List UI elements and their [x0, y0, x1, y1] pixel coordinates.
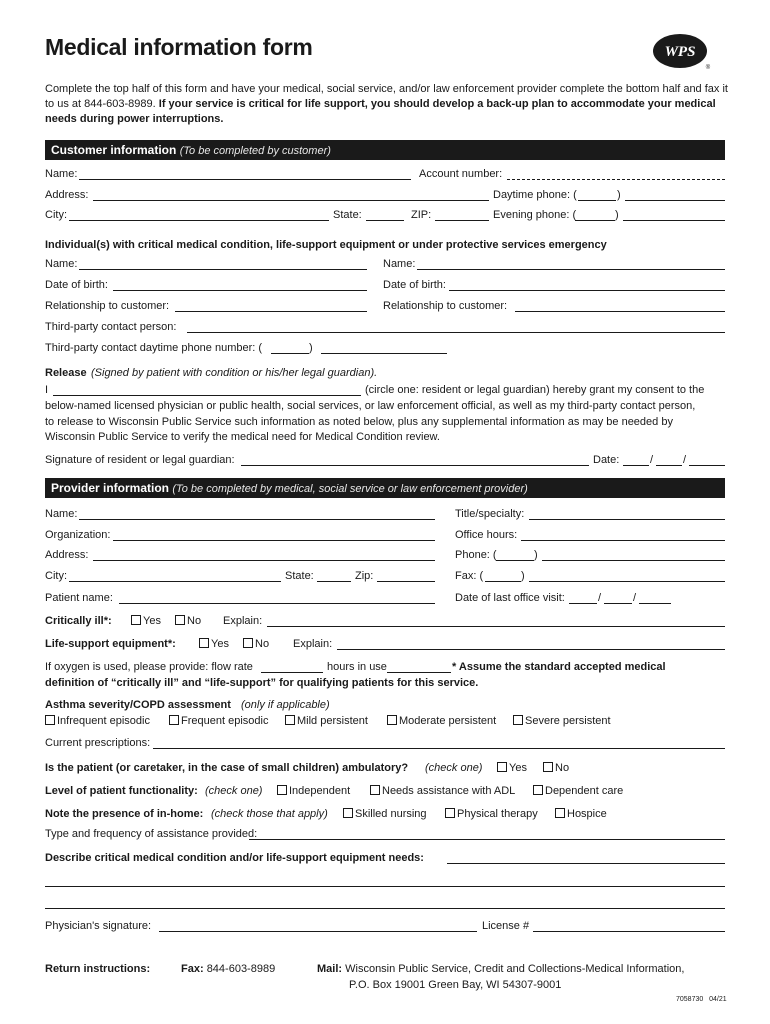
- provider-fax-field[interactable]: [529, 581, 725, 582]
- checkbox-icon[interactable]: [543, 762, 553, 772]
- checkbox-icon[interactable]: [513, 715, 523, 725]
- in-home-option-nursing[interactable]: Skilled nursing: [343, 806, 427, 822]
- customer-city-label: City:: [45, 209, 67, 221]
- individual-1-relationship-field[interactable]: [175, 311, 367, 312]
- provider-row-patient: Patient name: Date of last office visit: / /: [45, 590, 725, 606]
- functionality-option-independent[interactable]: Independent: [277, 783, 350, 799]
- physician-signature-row: [45, 918, 725, 934]
- describe-row: [45, 850, 725, 866]
- checkbox-icon[interactable]: [387, 715, 397, 725]
- office-hours-label: Office hours:: [455, 529, 518, 541]
- critically-ill-label: Critically ill*:: [45, 615, 112, 627]
- life-support-no-option[interactable]: No: [243, 636, 269, 652]
- release-heading-row: [45, 365, 725, 381]
- customer-row-address: [45, 187, 725, 203]
- release-date-month-field[interactable]: [623, 465, 649, 466]
- daytime-phone-field[interactable]: [625, 200, 725, 201]
- release-i: I: [45, 384, 49, 396]
- third-party-phone-area-field[interactable]: [271, 353, 309, 354]
- physician-signature-label: Physician's signature:: [45, 920, 152, 932]
- provider-name-field[interactable]: [79, 519, 435, 520]
- third-party-phone-close: ): [309, 342, 313, 354]
- checkbox-icon[interactable]: [169, 715, 179, 725]
- third-party-contact-label: Third-party contact person:: [45, 321, 177, 333]
- ambulatory-no-option[interactable]: No: [543, 760, 569, 776]
- provider-header-title: Provider information: [51, 481, 170, 495]
- describe-label: Describe critical medical condition and/or life-support equipment needs:: [45, 852, 424, 864]
- return-instructions-label: Return instructions:: [45, 963, 151, 975]
- page-title: Medical information form: [45, 34, 313, 60]
- provider-phone-area-field[interactable]: [496, 560, 534, 561]
- life-support-row: [45, 636, 725, 652]
- return-mail-row-2: [45, 977, 725, 993]
- provider-address-label: Address:: [45, 549, 89, 561]
- patient-name-label: Patient name:: [45, 592, 113, 604]
- critically-ill-explain-field[interactable]: [267, 626, 725, 627]
- critically-ill-row: [45, 613, 725, 629]
- provider-fax-label: Fax: (: [455, 570, 484, 582]
- assistance-field[interactable]: [249, 839, 725, 840]
- intro-text: [45, 82, 730, 127]
- individual-2-relationship-field[interactable]: [515, 311, 725, 312]
- life-support-label: Life-support equipment*:: [45, 638, 176, 650]
- provider-city-label: City:: [45, 570, 67, 582]
- describe-field-line-2[interactable]: [45, 886, 725, 887]
- asthma-heading: Asthma severity/COPD assessment: [45, 699, 231, 711]
- third-party-row: [45, 319, 725, 335]
- physician-signature-field[interactable]: [159, 931, 477, 932]
- provider-fax-close: ): [521, 570, 525, 582]
- third-party-phone-field[interactable]: [321, 353, 447, 354]
- provider-phone-label: Phone: (: [455, 549, 497, 561]
- individual-1-dob-field[interactable]: [113, 290, 367, 291]
- provider-phone-close: ): [534, 549, 538, 561]
- customer-zip-field[interactable]: [435, 220, 489, 221]
- provider-section-header: [45, 478, 725, 498]
- release-date-year-field[interactable]: [689, 465, 725, 466]
- release-note: (Signed by patient with condition or his/her legal guardian).: [91, 367, 378, 379]
- provider-header-note: (To be completed by medical, social service or law enforcement provider): [172, 483, 528, 495]
- provider-name-label: Name:: [45, 508, 78, 520]
- prescriptions-field[interactable]: [153, 748, 725, 749]
- ambulatory-question: Is the patient (or caretaker, in the case of small children) ambulatory?: [45, 762, 409, 774]
- customer-name-label: Name:: [45, 168, 78, 180]
- describe-row-3: [45, 895, 725, 911]
- checkbox-icon[interactable]: [555, 808, 565, 818]
- oxygen-definition-text: definition of “critically ill” and “life-support” for qualifying patients for this service.: [45, 677, 479, 689]
- daytime-phone-label: Daytime phone: (: [493, 189, 577, 201]
- individual-1-relationship-label: Relationship to customer:: [45, 300, 170, 312]
- checkbox-icon[interactable]: [199, 638, 209, 648]
- release-date-label: Date:: [593, 454, 620, 466]
- checkbox-icon[interactable]: [285, 715, 295, 725]
- individual-row-relationship: [45, 298, 725, 314]
- release-text-2: below-named licensed physician or public health, social services, or law enforcement official, as well as my third-party contact person,: [45, 400, 696, 412]
- in-home-row: [45, 806, 725, 822]
- evening-phone-field[interactable]: [623, 220, 725, 221]
- individual-1-name-label: Name:: [45, 258, 78, 270]
- ambulatory-check-one: (check one): [425, 762, 483, 774]
- individual-2-name-field[interactable]: [417, 269, 725, 270]
- provider-zip-label: Zip:: [355, 570, 374, 582]
- asthma-note: (only if applicable): [241, 699, 330, 711]
- patient-name-field[interactable]: [119, 603, 435, 604]
- in-home-option-hospice[interactable]: Hospice: [555, 806, 607, 822]
- checkbox-icon[interactable]: [45, 715, 55, 725]
- individual-1-dob-label: Date of birth:: [45, 279, 108, 291]
- oxygen-flow-field[interactable]: [261, 672, 323, 673]
- customer-zip-label: ZIP:: [411, 209, 432, 221]
- customer-row-name: [45, 166, 725, 182]
- evening-phone-area-field[interactable]: [575, 220, 615, 221]
- intro-bold: If your service is critical for life support, you should develop a back-up plan to accommodate your medical needs during power interruptions.: [45, 98, 716, 125]
- release-name-field[interactable]: [53, 395, 361, 396]
- release-text-4: Wisconsin Public Service to verify the medical need for Medical Condition review.: [45, 431, 440, 443]
- in-home-label: Note the presence of in-home:: [45, 808, 204, 820]
- oxygen-row: [45, 659, 725, 675]
- assistance-label: Type and frequency of assistance provided:: [45, 828, 258, 840]
- license-field[interactable]: [533, 931, 725, 932]
- wps-logo: [652, 33, 712, 71]
- customer-state-field[interactable]: [366, 220, 404, 221]
- provider-zip-field[interactable]: [377, 581, 435, 582]
- asthma-option-frequent[interactable]: Frequent episodic: [169, 713, 268, 729]
- release-line-1: [45, 382, 725, 398]
- life-support-yes-option[interactable]: Yes: [199, 636, 229, 652]
- return-fax: Fax: 844-603-8989: [181, 963, 276, 975]
- last-visit-day-field[interactable]: [604, 603, 632, 604]
- intro-plain: Complete the top half of this form and have your medical, social service, and/or law enforcement provider complete the bottom half and fax it to us at 844-603-8989.: [45, 83, 728, 110]
- release-signature-row: Signature of resident or legal guardian: Date: / /: [45, 452, 725, 468]
- asthma-option-moderate[interactable]: Moderate persistent: [387, 713, 496, 729]
- release-signature-field[interactable]: [241, 465, 589, 466]
- third-party-phone-row: [45, 340, 725, 356]
- release-signature-label: Signature of resident or legal guardian:: [45, 454, 235, 466]
- customer-name-field[interactable]: [79, 179, 411, 180]
- individual-row-dob: [45, 277, 725, 293]
- customer-city-field[interactable]: [69, 220, 329, 221]
- ambulatory-row: [45, 760, 725, 776]
- individual-2-relationship-label: Relationship to customer:: [383, 300, 508, 312]
- provider-city-field[interactable]: [69, 581, 281, 582]
- customer-address-label: Address:: [45, 189, 89, 201]
- release-text-3: to release to Wisconsin Public Service such information as noted below, plus any supplemental information as may be needed by: [45, 416, 673, 428]
- evening-phone-label: Evening phone: (: [493, 209, 577, 221]
- prescriptions-row: [45, 735, 725, 751]
- customer-row-city: [45, 207, 725, 223]
- provider-title-field[interactable]: [529, 519, 725, 520]
- evening-phone-close: ): [615, 209, 619, 221]
- account-number-label: Account number:: [419, 168, 503, 180]
- asthma-options-row: [45, 713, 725, 729]
- describe-row-2: [45, 873, 725, 889]
- critically-ill-explain-label: Explain:: [223, 615, 263, 627]
- provider-organization-label: Organization:: [45, 529, 111, 541]
- provider-row-organization: [45, 527, 725, 543]
- return-row: [45, 961, 725, 977]
- in-home-check-all: (check those that apply): [211, 808, 328, 820]
- third-party-contact-field[interactable]: [187, 332, 725, 333]
- checkbox-icon[interactable]: [533, 785, 543, 795]
- provider-phone-field[interactable]: [542, 560, 725, 561]
- customer-header-title: Customer information: [51, 143, 177, 157]
- oxygen-assume-text: * Assume the standard accepted medical: [452, 661, 666, 673]
- provider-row-city: [45, 568, 725, 584]
- asthma-option-infrequent[interactable]: Infrequent episodic: [45, 713, 150, 729]
- daytime-phone-area-field[interactable]: [578, 200, 616, 201]
- functionality-label: Level of patient functionality:: [45, 785, 198, 797]
- individual-1-name-field[interactable]: [79, 269, 367, 270]
- checkbox-icon[interactable]: [497, 762, 507, 772]
- oxygen-hours-label: hours in use: [327, 661, 387, 673]
- provider-row-name: [45, 506, 725, 522]
- provider-organization-field[interactable]: [113, 540, 435, 541]
- provider-title-label: Title/specialty:: [455, 508, 525, 520]
- office-hours-field[interactable]: [521, 540, 725, 541]
- provider-address-field[interactable]: [93, 560, 435, 561]
- life-support-explain-label: Explain:: [293, 638, 333, 650]
- release-heading: Release: [45, 367, 87, 379]
- checkbox-icon[interactable]: [370, 785, 380, 795]
- oxygen-flow-label: If oxygen is used, please provide: flow rate: [45, 661, 253, 673]
- checkbox-icon[interactable]: [243, 638, 253, 648]
- asthma-option-severe[interactable]: Severe persistent: [513, 713, 611, 729]
- assistance-row: [45, 826, 725, 842]
- logo-registered-mark: ®: [705, 65, 711, 71]
- provider-state-field[interactable]: [317, 581, 351, 582]
- provider-fax-area-field[interactable]: [485, 581, 521, 582]
- checkbox-icon[interactable]: [175, 615, 185, 625]
- customer-address-field[interactable]: [93, 200, 489, 201]
- checkbox-icon[interactable]: [445, 808, 455, 818]
- customer-state-label: State:: [333, 209, 362, 221]
- checkbox-icon[interactable]: [277, 785, 287, 795]
- last-visit-year-field[interactable]: [639, 603, 671, 604]
- checkbox-icon[interactable]: [131, 615, 141, 625]
- return-mail: Mail: Wisconsin Public Service, Credit and Collections-Medical Information,: [317, 963, 685, 975]
- return-mail-address: P.O. Box 19001 Green Bay, WI 54307-9001: [349, 979, 562, 991]
- license-label: License #: [482, 920, 530, 932]
- asthma-option-mild[interactable]: Mild persistent: [285, 713, 368, 729]
- last-visit-label: Date of last office visit:: [455, 592, 565, 604]
- individual-2-dob-label: Date of birth:: [383, 279, 446, 291]
- account-number-field[interactable]: [507, 179, 725, 180]
- functionality-check-one: (check one): [205, 785, 263, 797]
- individual-2-name-label: Name:: [383, 258, 416, 270]
- customer-section-header: [45, 140, 725, 160]
- daytime-phone-close: ): [617, 189, 621, 201]
- describe-field[interactable]: [447, 863, 725, 864]
- release-date-day-field[interactable]: [656, 465, 682, 466]
- functionality-option-assistance[interactable]: Needs assistance with ADL: [370, 783, 515, 799]
- last-visit-month-field[interactable]: [569, 603, 597, 604]
- describe-field-line-3[interactable]: [45, 908, 725, 909]
- prescriptions-label: Current prescriptions:: [45, 737, 151, 749]
- asthma-heading-row: [45, 697, 725, 713]
- form-code: 7058730 04/21: [676, 996, 727, 1003]
- customer-header-note: (To be completed by customer): [179, 145, 331, 157]
- logo-text: WPS: [664, 44, 696, 60]
- individual-row-name: [45, 256, 725, 272]
- ambulatory-yes-option[interactable]: Yes: [497, 760, 527, 776]
- provider-state-label: State:: [285, 570, 314, 582]
- life-support-explain-field[interactable]: [337, 649, 725, 650]
- third-party-phone-label: Third-party contact daytime phone number: (: [45, 342, 263, 354]
- checkbox-icon[interactable]: [343, 808, 353, 818]
- in-home-option-therapy[interactable]: Physical therapy: [445, 806, 538, 822]
- oxygen-hours-field[interactable]: [387, 672, 451, 673]
- functionality-option-dependent[interactable]: Dependent care: [533, 783, 623, 799]
- functionality-row: [45, 783, 725, 799]
- critically-ill-yes-option[interactable]: Yes: [131, 613, 161, 629]
- individual-2-dob-field[interactable]: [449, 290, 725, 291]
- provider-row-address: [45, 547, 725, 563]
- release-text-1: (circle one: resident or legal guardian) hereby grant my consent to the: [365, 384, 705, 396]
- critically-ill-no-option[interactable]: No: [175, 613, 201, 629]
- individuals-heading: Individual(s) with critical medical condition, life-support equipment or under protective services emergency: [45, 239, 607, 251]
